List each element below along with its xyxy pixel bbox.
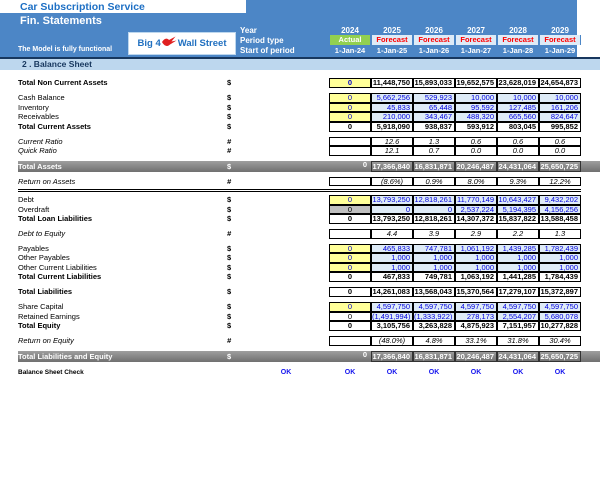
cell-2024[interactable]: 0 xyxy=(329,253,371,263)
cell-2024[interactable]: 0 xyxy=(329,195,371,205)
row-label: Total Loan Liabilities xyxy=(18,214,93,223)
cell-2029[interactable]: 1,782,439 xyxy=(539,244,581,254)
unit-cell: $ xyxy=(227,112,232,121)
row-label: Cash Balance xyxy=(18,93,65,102)
unit-cell: # xyxy=(227,336,232,345)
cell-2026[interactable]: 1,000 xyxy=(413,253,455,263)
table-row xyxy=(18,103,600,113)
table-row xyxy=(18,351,600,362)
section-title: 2 . Balance Sheet xyxy=(22,59,92,69)
table-row xyxy=(18,195,600,205)
cell-2028[interactable]: 15,837,822 xyxy=(497,214,539,224)
table-row xyxy=(18,122,600,132)
unit-cell: # xyxy=(227,146,232,155)
unit-cell: $ xyxy=(227,262,232,272)
cell-2024[interactable]: 0 xyxy=(329,205,371,215)
cell-2026[interactable]: 4,597,750 xyxy=(413,302,455,312)
cell-2026[interactable]: 529,923 xyxy=(413,93,455,103)
check-column-spacer xyxy=(243,287,329,297)
period-header-grid xyxy=(240,25,581,55)
cell-2028[interactable]: 5,194,395 xyxy=(497,205,539,215)
cell-2025[interactable]: 4.4 xyxy=(371,229,413,239)
row-label: Inventory xyxy=(18,102,49,112)
check-column-spacer xyxy=(243,253,329,263)
check-column-spacer xyxy=(243,177,329,187)
logo-text-left: Big 4 xyxy=(137,38,161,49)
period-type-row-label: Period type xyxy=(240,35,284,45)
row-label: Total Current Assets xyxy=(18,121,91,131)
balance-sheet-check-row xyxy=(18,368,600,377)
table-row xyxy=(18,146,600,156)
check-column-spacer xyxy=(243,214,329,224)
check-column-spacer xyxy=(243,302,329,312)
cell-2029[interactable]: 1,000 xyxy=(539,253,581,263)
check-status-2025: OK xyxy=(386,368,398,376)
table-row xyxy=(18,312,600,322)
unit-cell: # xyxy=(227,136,232,146)
table-row xyxy=(18,93,600,103)
check-column-spacer xyxy=(243,93,329,103)
table-row xyxy=(18,161,600,172)
table-row xyxy=(18,78,600,88)
cell-2024 xyxy=(329,336,371,346)
start-date-cell: 1-Jan-24 xyxy=(334,45,366,55)
cell-2029[interactable]: 10,000 xyxy=(539,93,581,103)
row-label: Other Current Liabilities xyxy=(18,262,97,272)
cell-2027[interactable]: 10,000 xyxy=(455,93,497,103)
period-type-cell: Forecast xyxy=(455,35,497,45)
cell-2024[interactable]: 0 xyxy=(329,302,371,312)
cell-2024[interactable]: 0 xyxy=(362,160,367,169)
cell-2024[interactable]: 0 xyxy=(329,112,371,122)
cell-2029[interactable]: 4,156,256 xyxy=(539,205,581,215)
cell-2027[interactable]: 1,063,192 xyxy=(455,272,497,282)
cell-2024[interactable]: 0 xyxy=(329,244,371,254)
check-column-spacer xyxy=(243,229,329,239)
cell-2028[interactable]: 24,431,064 xyxy=(497,351,539,362)
row-label: Share Capital xyxy=(18,302,64,311)
cell-2027[interactable]: 2,537,224 xyxy=(455,205,497,215)
cell-2026[interactable]: 0 xyxy=(413,205,455,215)
cell-2025[interactable]: 5,918,090 xyxy=(371,122,413,132)
cell-2024[interactable]: 0 xyxy=(329,103,371,113)
cell-2029[interactable]: 25,650,725 xyxy=(539,351,581,362)
unit-cell: $ xyxy=(227,121,232,131)
check-status-2029: OK xyxy=(554,368,566,376)
cell-2025[interactable]: 17,366,840 xyxy=(371,161,413,172)
unit-cell: $ xyxy=(227,78,232,87)
year-header-cell: 2026 xyxy=(425,25,443,35)
cell-2027[interactable]: 14,307,372 xyxy=(455,214,497,224)
cell-2029[interactable]: 995,852 xyxy=(539,122,581,132)
cell-2025[interactable]: (48.0%) xyxy=(371,336,413,346)
check-column-spacer xyxy=(243,112,329,122)
row-label: Total Assets xyxy=(18,161,62,171)
cell-2029[interactable]: 9,432,202 xyxy=(539,195,581,205)
row-label: Receivables xyxy=(18,112,59,121)
table-row xyxy=(18,112,600,122)
check-column-spacer xyxy=(243,321,329,331)
check-row-label: Balance Sheet Check xyxy=(18,368,84,376)
cell-2025[interactable]: 11,448,750 xyxy=(371,78,413,88)
company-logo xyxy=(128,32,236,55)
year-header-cell: 2028 xyxy=(509,25,527,35)
cell-2027[interactable]: 4,597,750 xyxy=(455,302,497,312)
cell-2026[interactable]: 3,263,828 xyxy=(413,321,455,331)
start-date-cell: 1-Jan-29 xyxy=(544,45,576,55)
cell-2026[interactable]: 12,818,261 xyxy=(413,195,455,205)
cell-2026[interactable]: 1,000 xyxy=(413,263,455,273)
cell-2025[interactable]: 12.1 xyxy=(371,146,413,156)
row-label: Payables xyxy=(18,243,49,253)
cell-2026[interactable]: 12,818,261 xyxy=(413,214,455,224)
cell-2027[interactable]: 95,592 xyxy=(455,103,497,113)
cell-2028[interactable]: 4,597,750 xyxy=(497,302,539,312)
cell-2025[interactable]: (1,491,994) xyxy=(371,312,413,322)
table-row xyxy=(18,321,600,331)
table-row xyxy=(18,336,600,346)
cell-2025[interactable]: 467,833 xyxy=(371,272,413,282)
cell-2025[interactable]: 1,000 xyxy=(371,263,413,273)
cell-2028[interactable]: 10,643,427 xyxy=(497,195,539,205)
cell-2028[interactable]: 665,560 xyxy=(497,112,539,122)
row-label: Retained Earnings xyxy=(18,311,80,321)
cell-2027[interactable]: 0.6 xyxy=(455,137,497,147)
year-header-cell: 2024 xyxy=(341,25,359,35)
cell-2027[interactable]: 488,320 xyxy=(455,112,497,122)
cell-2025[interactable]: 13,793,250 xyxy=(371,214,413,224)
table-row xyxy=(18,229,600,239)
cell-2026[interactable]: 0.7 xyxy=(413,146,455,156)
table-row xyxy=(18,214,600,224)
unit-cell: $ xyxy=(227,287,232,296)
section-separator xyxy=(18,189,581,192)
cell-2024[interactable]: 0 xyxy=(329,272,371,282)
cell-2024[interactable]: 0 xyxy=(329,93,371,103)
cell-2026[interactable]: 16,831,871 xyxy=(413,161,455,172)
row-label: Total Liabilities xyxy=(18,287,73,296)
period-type-cell: Forecast xyxy=(413,35,455,45)
table-row xyxy=(18,205,600,215)
cell-2029[interactable]: 12.2% xyxy=(539,177,581,187)
cell-2029[interactable]: 824,647 xyxy=(539,112,581,122)
cell-2027[interactable]: 33.1% xyxy=(455,336,497,346)
cell-2028[interactable]: 10,000 xyxy=(497,93,539,103)
red-eagle-icon xyxy=(162,35,177,53)
cell-2024[interactable]: 0 xyxy=(329,321,371,331)
cell-2025[interactable]: 5,662,256 xyxy=(371,93,413,103)
cell-2025[interactable]: 0 xyxy=(371,205,413,215)
row-label: Quick Ratio xyxy=(18,146,57,155)
cell-2026[interactable]: 15,893,033 xyxy=(413,78,455,88)
cell-2029[interactable]: 4,597,750 xyxy=(539,302,581,312)
cell-2028[interactable]: 803,045 xyxy=(497,122,539,132)
cell-2029[interactable]: 1,784,439 xyxy=(539,272,581,282)
year-row-label: Year xyxy=(240,25,257,35)
cell-2024[interactable]: 0 xyxy=(329,312,371,322)
cell-2027[interactable]: 19,652,575 xyxy=(455,78,497,88)
year-header-cell: 2027 xyxy=(467,25,485,35)
check-status-2027: OK xyxy=(470,368,482,376)
check-column-spacer xyxy=(243,137,329,147)
check-status-overall: OK xyxy=(280,368,292,376)
row-label: Other Payables xyxy=(18,253,70,262)
balance-sheet-table xyxy=(0,70,600,377)
cell-2026[interactable]: 65,448 xyxy=(413,103,455,113)
start-date-cell: 1-Jan-27 xyxy=(460,45,492,55)
cell-2026[interactable]: 13,568,043 xyxy=(413,287,455,297)
check-column-spacer xyxy=(243,336,329,346)
cell-2026[interactable]: 0.9% xyxy=(413,177,455,187)
cell-2028[interactable]: 1,439,285 xyxy=(497,244,539,254)
cell-2024[interactable]: 0 xyxy=(329,78,371,88)
cell-2027[interactable]: 1,061,192 xyxy=(455,244,497,254)
cell-2029[interactable]: 1,000 xyxy=(539,263,581,273)
cell-2028[interactable]: 24,431,064 xyxy=(497,161,539,172)
cell-2025[interactable]: 14,261,083 xyxy=(371,287,413,297)
unit-cell: $ xyxy=(227,195,232,204)
cell-2024[interactable]: 0 xyxy=(329,122,371,132)
unit-cell: $ xyxy=(227,311,232,321)
row-label: Return on Assets xyxy=(18,176,76,186)
unit-cell: $ xyxy=(227,102,232,112)
period-type-cell: Forecast xyxy=(539,35,581,45)
check-column-spacer xyxy=(243,103,329,113)
cell-2026[interactable]: 4.8% xyxy=(413,336,455,346)
cell-2026[interactable]: 343,467 xyxy=(413,112,455,122)
cell-2024 xyxy=(329,146,371,156)
cell-2028[interactable]: 2.2 xyxy=(497,229,539,239)
table-row xyxy=(18,244,600,254)
cell-2024[interactable]: 0 xyxy=(329,287,371,297)
cell-2024[interactable]: 0 xyxy=(362,350,367,359)
cell-2028[interactable]: 1,441,285 xyxy=(497,272,539,282)
cell-2028[interactable]: 17,279,107 xyxy=(497,287,539,297)
unit-cell: $ xyxy=(227,272,232,281)
cell-2028[interactable]: 0.0 xyxy=(497,146,539,156)
cell-2029[interactable]: 13,588,458 xyxy=(539,214,581,224)
unit-cell: # xyxy=(227,176,232,186)
logo-text-right: Wall Street xyxy=(177,38,227,49)
start-date-cell: 1-Jan-26 xyxy=(418,45,450,55)
cell-2029[interactable]: 24,654,873 xyxy=(539,78,581,88)
cell-2029[interactable]: 5,680,078 xyxy=(539,312,581,322)
cell-2028[interactable]: 0.6 xyxy=(497,137,539,147)
cell-2027[interactable]: 593,912 xyxy=(455,122,497,132)
check-status-2028: OK xyxy=(512,368,524,376)
check-column-spacer xyxy=(243,146,329,156)
unit-cell: $ xyxy=(227,161,232,171)
check-column-spacer xyxy=(243,263,329,273)
cell-2027[interactable]: 4,875,923 xyxy=(455,321,497,331)
start-date-cell: 1-Jan-28 xyxy=(502,45,534,55)
table-row xyxy=(18,177,600,187)
row-label: Total Non Current Assets xyxy=(18,78,108,87)
cell-2024[interactable]: 0 xyxy=(329,214,371,224)
cell-2027[interactable]: 2.9 xyxy=(455,229,497,239)
cell-2026[interactable]: 749,781 xyxy=(413,272,455,282)
check-column-spacer xyxy=(243,312,329,322)
cell-2026[interactable]: 938,837 xyxy=(413,122,455,132)
table-row xyxy=(18,302,600,312)
cell-2025[interactable]: 13,793,250 xyxy=(371,195,413,205)
cell-2027[interactable]: 278,173 xyxy=(455,312,497,322)
period-type-cell: Forecast xyxy=(371,35,413,45)
year-header-cell: 2029 xyxy=(551,25,569,35)
cell-2024 xyxy=(329,177,371,187)
cell-2029[interactable]: 10,277,828 xyxy=(539,321,581,331)
unit-cell: $ xyxy=(227,321,232,330)
check-column-spacer xyxy=(243,161,329,172)
check-column-spacer xyxy=(243,244,329,254)
row-label: Debt to Equity xyxy=(18,229,66,238)
row-label: Overdraft xyxy=(18,204,50,214)
table-row xyxy=(18,263,600,273)
workbook-title-band xyxy=(0,0,246,13)
cell-2029[interactable]: 30.4% xyxy=(539,336,581,346)
cell-2029[interactable]: 0.0 xyxy=(539,146,581,156)
cell-2027[interactable]: 11,770,149 xyxy=(455,195,497,205)
cell-2025[interactable]: 1,000 xyxy=(371,253,413,263)
period-type-cell: Actual xyxy=(329,35,371,45)
check-status-2024: OK xyxy=(344,368,356,376)
cell-2024[interactable]: 0 xyxy=(329,263,371,273)
cell-2028[interactable]: 9.3% xyxy=(497,177,539,187)
sheet-title: Fin. Statements xyxy=(20,15,102,27)
cell-2029[interactable]: 15,372,897 xyxy=(539,287,581,297)
balance-sheet-rows xyxy=(0,78,600,362)
check-column-spacer xyxy=(243,195,329,205)
cell-2027[interactable]: 15,370,564 xyxy=(455,287,497,297)
cell-2028[interactable]: 7,151,957 xyxy=(497,321,539,331)
cell-2027[interactable]: 1,000 xyxy=(455,263,497,273)
unit-cell: $ xyxy=(227,214,232,223)
cell-2028[interactable]: 31.8% xyxy=(497,336,539,346)
cell-2026[interactable]: 1.3 xyxy=(413,137,455,147)
table-row xyxy=(18,272,600,282)
cell-2029[interactable]: 1.3 xyxy=(539,229,581,239)
check-column-spacer xyxy=(243,351,329,362)
cell-2025[interactable]: 17,366,840 xyxy=(371,351,413,362)
cell-2026[interactable]: 747,781 xyxy=(413,244,455,254)
period-type-cell: Forecast xyxy=(497,35,539,45)
unit-cell: $ xyxy=(227,243,232,253)
cell-2025[interactable]: 4,597,750 xyxy=(371,302,413,312)
cell-2028[interactable]: 2,554,207 xyxy=(497,312,539,322)
cell-2029[interactable]: 161,206 xyxy=(539,103,581,113)
unit-cell: $ xyxy=(227,253,232,262)
header xyxy=(0,0,600,57)
model-status-note: The Model is fully functional xyxy=(18,46,113,53)
start-date-cell: 1-Jan-25 xyxy=(376,45,408,55)
unit-cell: $ xyxy=(227,302,232,311)
section-header xyxy=(0,57,600,70)
cell-2028[interactable]: 1,000 xyxy=(497,253,539,263)
cell-2029[interactable]: 0.6 xyxy=(539,137,581,147)
cell-2028[interactable]: 127,485 xyxy=(497,103,539,113)
cell-2025[interactable]: 12.6 xyxy=(371,137,413,147)
cell-2026[interactable]: (1,333,922) xyxy=(413,312,455,322)
cell-2024 xyxy=(329,137,371,147)
cell-2024 xyxy=(329,229,371,239)
row-label: Total Current Liabilities xyxy=(18,272,102,281)
row-label: Return on Equity xyxy=(18,336,74,345)
cell-2025[interactable]: 210,000 xyxy=(371,112,413,122)
row-label: Total Liabilities and Equity xyxy=(18,351,113,361)
row-label: Total Equity xyxy=(18,321,61,330)
cell-2025[interactable]: 3,105,756 xyxy=(371,321,413,331)
cell-2028[interactable]: 23,628,019 xyxy=(497,78,539,88)
unit-cell: $ xyxy=(227,93,232,102)
unit-cell: $ xyxy=(227,204,232,214)
cell-2027[interactable]: 20,246,487 xyxy=(455,351,497,362)
cell-2025[interactable]: 465,833 xyxy=(371,244,413,254)
row-label: Current Ratio xyxy=(18,136,63,146)
check-column-spacer xyxy=(243,205,329,215)
year-header-cell: 2025 xyxy=(383,25,401,35)
cell-2028[interactable]: 1,000 xyxy=(497,263,539,273)
workbook-title: Car Subscription Service xyxy=(20,0,145,13)
check-status-2026: OK xyxy=(428,368,440,376)
unit-cell: # xyxy=(227,229,232,238)
cell-2027[interactable]: 1,000 xyxy=(455,253,497,263)
cell-2027[interactable]: 20,246,487 xyxy=(455,161,497,172)
check-column-spacer xyxy=(243,122,329,132)
cell-2025[interactable]: 45,833 xyxy=(371,103,413,113)
cell-2025[interactable]: (8.6%) xyxy=(371,177,413,187)
check-column-spacer xyxy=(243,272,329,282)
cell-2026[interactable]: 3.9 xyxy=(413,229,455,239)
table-row xyxy=(18,253,600,263)
row-label: Debt xyxy=(18,195,34,204)
start-of-period-row-label: Start of period xyxy=(240,45,295,55)
cell-2027[interactable]: 0.0 xyxy=(455,146,497,156)
check-column-spacer xyxy=(243,78,329,88)
cell-2029[interactable]: 25,650,725 xyxy=(539,161,581,172)
table-row xyxy=(18,287,600,297)
cell-2027[interactable]: 8.0% xyxy=(455,177,497,187)
table-row xyxy=(18,137,600,147)
cell-2026[interactable]: 16,831,871 xyxy=(413,351,455,362)
unit-cell: $ xyxy=(227,351,232,361)
